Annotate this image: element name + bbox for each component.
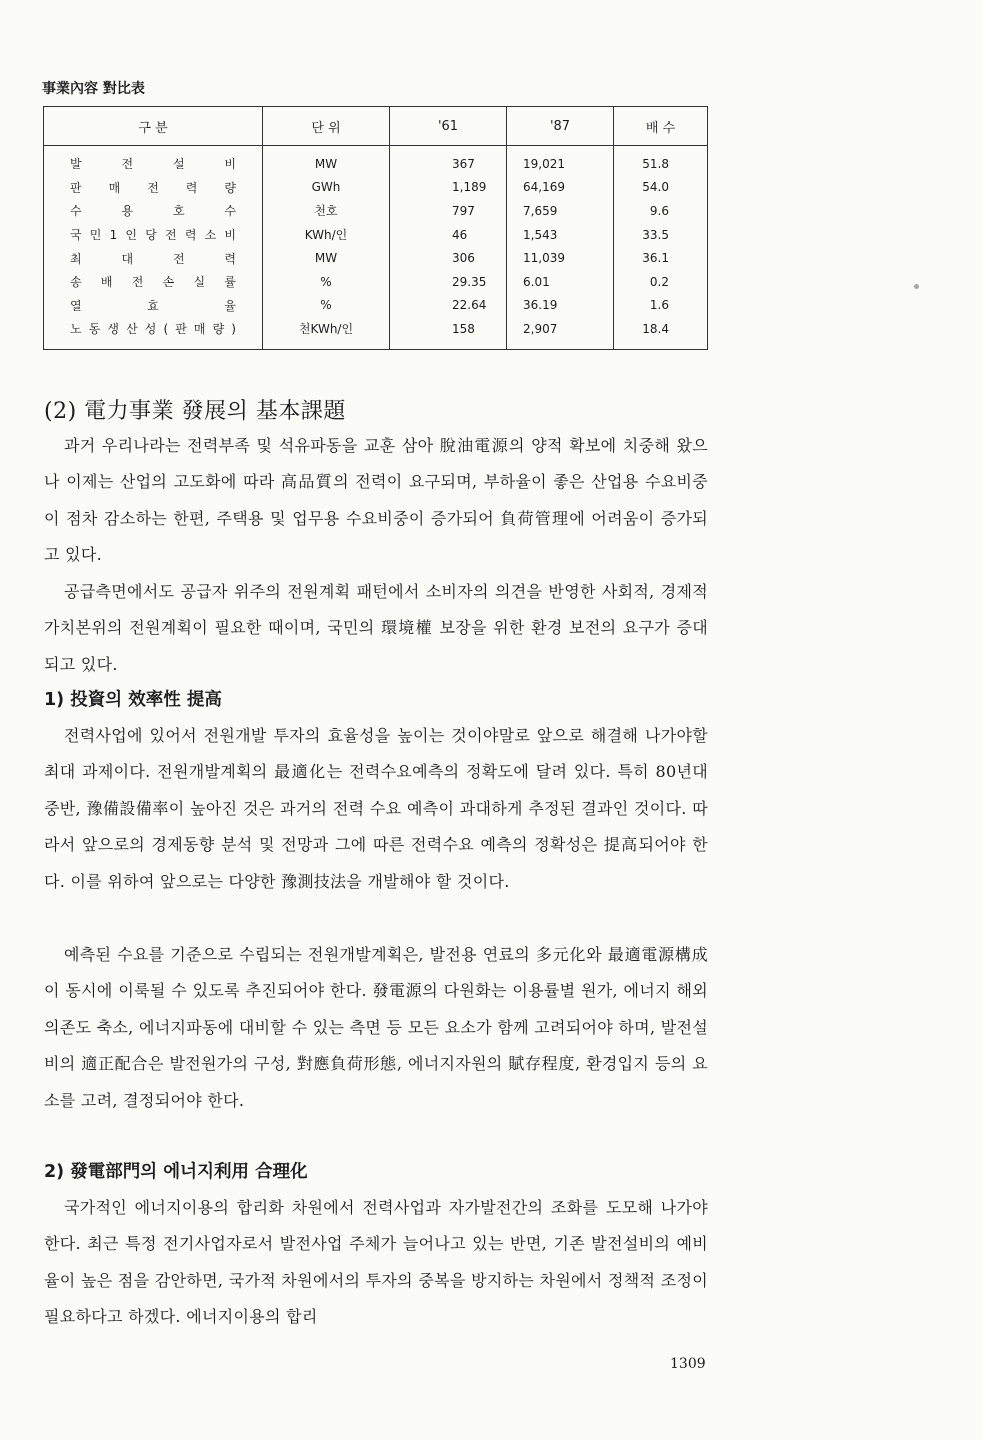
row-multiple: 51.8 [614, 146, 708, 176]
row-label: 최 대 전 력 [70, 251, 236, 266]
row-label-cell [44, 317, 263, 349]
row-unit: MW [263, 246, 390, 270]
intro-paragraph-1: 과거 우리나라는 전력부족 및 석유파동을 교훈 삼아 脫油電源의 양적 확보에 치중해 왔으나 이제는 산업의 고도화에 따라 高品質의 전력이 요구되며, 부하율이 좋은 산업용 수요비중이 점차 감소하는 한편, 주택용 및 업무용 수요비중이 증가되어 負荷管理에 어려움이 증가되고 있다. [44, 436, 708, 565]
row-unit: % [263, 270, 390, 294]
table-row [44, 294, 708, 318]
row-value-1961: 46 [390, 223, 507, 247]
row-label-cell [44, 199, 263, 223]
row-value-1961: 22.64 [390, 294, 507, 318]
row-unit: 천호 [263, 199, 390, 223]
row-value-1987: 64,169 [507, 176, 614, 200]
table-header-row [44, 107, 708, 146]
row-label-cell [44, 176, 263, 200]
row-label-cell [44, 294, 263, 318]
subsection-1-heading: 1) 投資의 效率性 提高 [44, 690, 222, 710]
row-multiple: 1.6 [614, 294, 708, 318]
row-multiple: 0.2 [614, 270, 708, 294]
row-label: 수 용 호 수 [70, 204, 236, 219]
row-multiple: 36.1 [614, 246, 708, 270]
row-value-1961: 306 [390, 246, 507, 270]
row-value-1987: 19,021 [507, 146, 614, 176]
row-multiple: 18.4 [614, 317, 708, 349]
row-multiple: 33.5 [614, 223, 708, 247]
row-unit: KWh/인 [263, 223, 390, 247]
table-row [44, 317, 708, 349]
header-unit: 단 위 [263, 107, 390, 146]
row-label-cell [44, 146, 263, 176]
row-value-1961: 1,189 [390, 176, 507, 200]
row-value-1961: 797 [390, 199, 507, 223]
table-caption: 事業內容 對比表 [42, 81, 145, 97]
row-value-1987: 1,543 [507, 223, 614, 247]
row-label: 열 효 율 [70, 298, 236, 313]
row-value-1987: 2,907 [507, 317, 614, 349]
intro-paragraph-2: 공급측면에서도 공급자 위주의 전원계획 패턴에서 소비자의 의견을 반영한 사회적, 경제적 가치본위의 전원계획이 필요한 때이며, 국민의 環境權 보장을 위한 환경 보전의 요구가 증대되고 있다. [44, 582, 708, 674]
row-unit: MW [263, 146, 390, 176]
row-value-1987: 6.01 [507, 270, 614, 294]
page-number: 1309 [670, 1356, 706, 1372]
subsection-1-paragraph-1: 전력사업에 있어서 전원개발 투자의 효율성을 높이는 것이야말로 앞으로 해결해 나가야할 최대 과제이다. 전원개발계획의 最適化는 전력수요예측의 정확도에 달려 있다. 특히 80년대 중반, 豫備設備率이 높아진 것은 과거의 전력 수요 예측이 과대하게 추정된 결과인 것이다. 따라서 앞으로의 경제동향 분석 및 전망과 그에 따른 전력수요 예측의 정확성은 提高되어야 한다. 이를 위하여 앞으로는 다양한 豫測技法을 개발해야 할 것이다. [44, 726, 708, 891]
row-value-1987: 7,659 [507, 199, 614, 223]
header-1961: '61 [390, 107, 507, 146]
header-category: 구 분 [44, 107, 263, 146]
comparison-table [43, 106, 708, 350]
row-label-cell [44, 223, 263, 247]
row-multiple: 9.6 [614, 199, 708, 223]
subsection-2-heading: 2) 發電部門의 에너지利用 合理化 [44, 1162, 308, 1182]
table-row [44, 223, 708, 247]
header-1987: '87 [507, 107, 614, 146]
row-value-1961: 29.35 [390, 270, 507, 294]
row-value-1987: 11,039 [507, 246, 614, 270]
scan-speck [914, 284, 919, 289]
row-label: 발 전 설 비 [70, 157, 236, 172]
row-label: 국 민 1 인 당 전 력 소 비 [70, 228, 236, 243]
row-value-1961: 367 [390, 146, 507, 176]
row-label-cell [44, 270, 263, 294]
row-unit: GWh [263, 176, 390, 200]
table-row [44, 270, 708, 294]
row-label: 판 매 전 력 량 [70, 180, 236, 195]
row-multiple: 54.0 [614, 176, 708, 200]
row-label: 노 동 생 산 성 ( 판 매 량 ) [70, 322, 236, 337]
row-label: 송 배 전 손 실 률 [70, 275, 236, 290]
subsection-1-paragraph-2: 예측된 수요를 기준으로 수립되는 전원개발계획은, 발전용 연료의 多元化와 最適電源構成이 동시에 이룩될 수 있도록 추진되어야 한다. 發電源의 다원화는 이용률별 원가, 에너지 해외의존도 축소, 에너지파동에 대비할 수 있는 측면 등 모든 요소가 함께 고려되어야 하며, 발전설비의 適正配合은 발전원가의 구성, 對應負荷形態, 에너지자원의 賦存程度, 환경입지 등의 요소를 고려, 결정되어야 한다. [44, 945, 708, 1110]
header-multiple: 배 수 [614, 107, 708, 146]
table-row [44, 199, 708, 223]
row-unit: 천KWh/인 [263, 317, 390, 349]
table-row [44, 246, 708, 270]
subsection-2-paragraph-1: 국가적인 에너지이용의 합리화 차원에서 전력사업과 자가발전간의 조화를 도모해 나가야 한다. 최근 특정 전기사업자로서 발전사업 주체가 늘어나고 있는 반면, 기존 발전설비의 예비율이 높은 점을 감안하면, 국가적 차원에서의 투자의 중복을 방지하는 차원에서 정책적 조정이 필요하다고 하겠다. 에너지이용의 합리 [44, 1198, 708, 1327]
section-heading: (2) 電力事業 發展의 基本課題 [44, 399, 346, 424]
table-body [44, 146, 708, 350]
row-label-cell [44, 246, 263, 270]
table-row [44, 176, 708, 200]
row-unit: % [263, 294, 390, 318]
row-value-1961: 158 [390, 317, 507, 349]
row-value-1987: 36.19 [507, 294, 614, 318]
table-row [44, 146, 708, 176]
